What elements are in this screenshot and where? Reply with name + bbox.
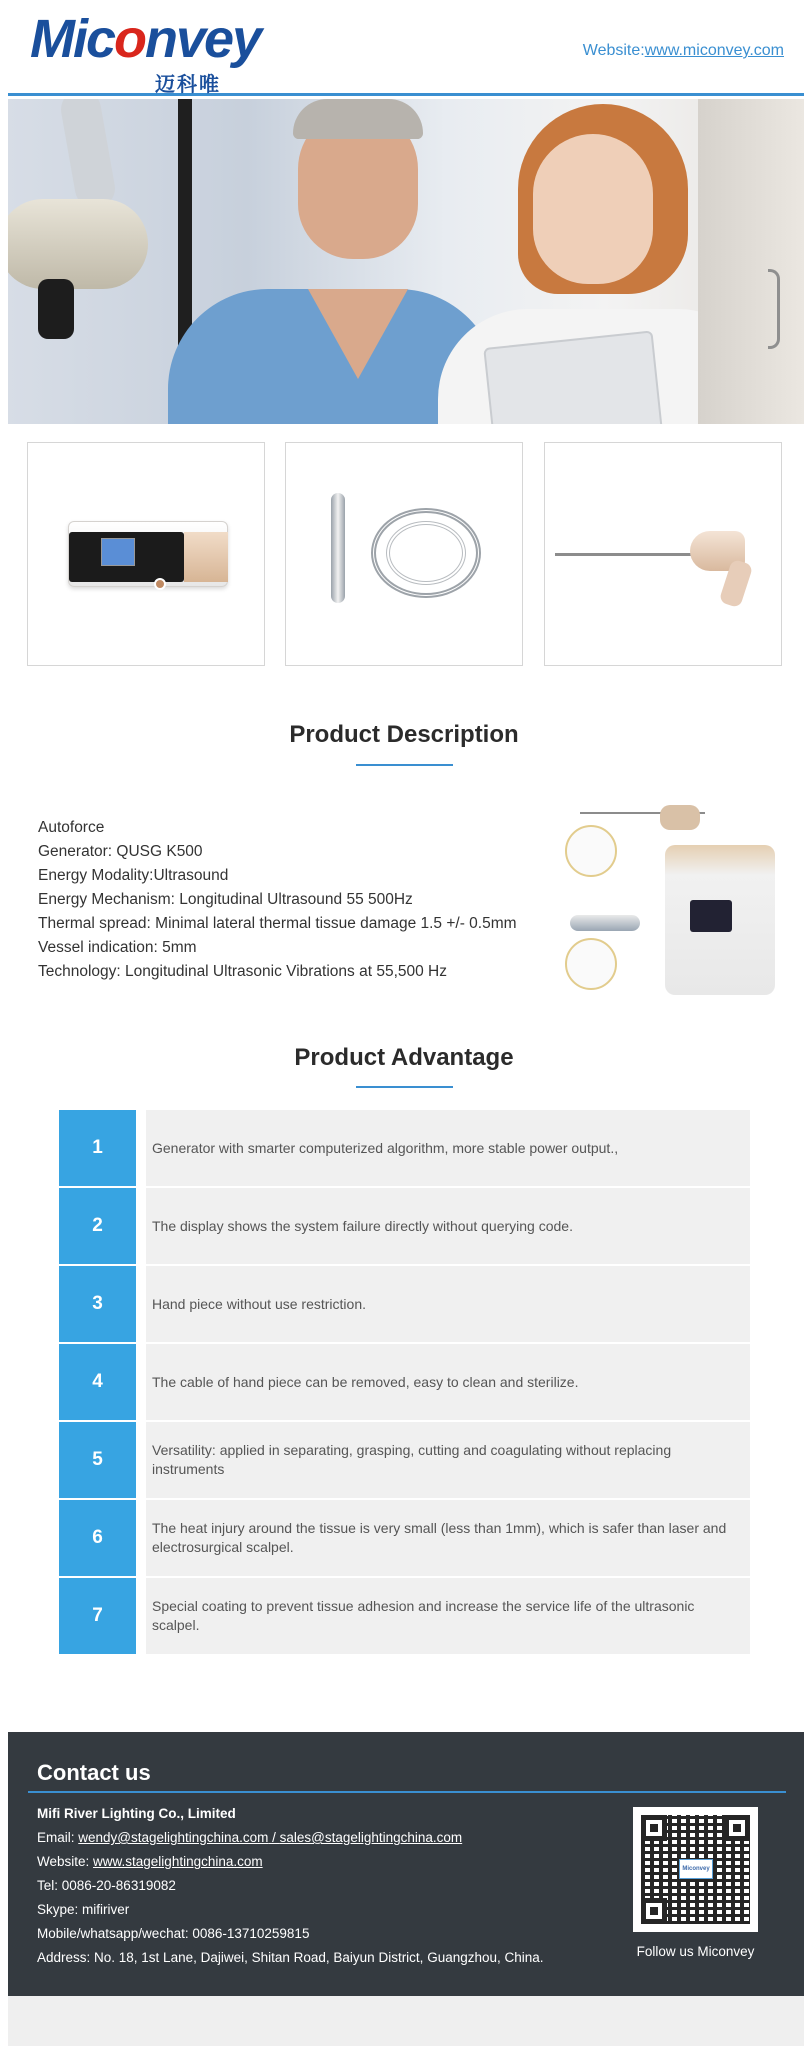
product-system-image — [555, 800, 780, 1000]
email-link-wendy[interactable]: wendy@stagelightingchina.com — [78, 1830, 269, 1845]
spec-line: Generator: QUSG K500 — [38, 843, 203, 860]
footer-strip — [8, 1996, 804, 2046]
advantage-text: The cable of hand piece can be removed, easy to clean and sterilize. — [146, 1344, 750, 1420]
advantage-number: 3 — [59, 1266, 136, 1342]
advantage-text: Generator with smarter computerized algorithm, more stable power output., — [146, 1110, 750, 1186]
ill-detail-circle — [565, 938, 617, 990]
generator-trim — [184, 532, 228, 582]
advantage-text: The heat injury around the tissue is very small (less than 1mm), which is safer than laser and electrosurgical scalpel. — [146, 1500, 750, 1576]
tel-line: Tel: 0086-20-86319082 — [37, 1878, 176, 1893]
website-line — [37, 1850, 544, 1874]
qr-finder — [641, 1815, 667, 1841]
spec-line: Vessel indication: 5mm — [38, 939, 197, 956]
clipboard — [483, 330, 663, 424]
email-separator: / — [268, 1830, 280, 1845]
advantage-row — [59, 1266, 750, 1342]
page-header — [8, 0, 804, 96]
contact-info — [37, 1802, 544, 1970]
qr-finder — [724, 1815, 750, 1841]
logo-wordmark: Miconvey — [30, 9, 261, 69]
product-description-title: Product Description — [289, 721, 519, 748]
qr-center-logo: Miconvey — [679, 1859, 713, 1879]
contact-divider — [28, 1791, 786, 1793]
spec-line: Energy Mechanism: Longitudinal Ultrasound 55 500Hz — [38, 891, 413, 908]
generator-image — [68, 521, 228, 587]
advantage-row — [59, 1500, 750, 1576]
spec-line: Energy Modality:Ultrasound — [38, 867, 229, 884]
advantage-number: 7 — [59, 1578, 136, 1654]
advantage-text: Hand piece without use restriction. — [146, 1266, 750, 1342]
product-tile-handpiece[interactable] — [285, 442, 523, 666]
website-label: Website: — [582, 42, 645, 59]
advantage-text: Special coating to prevent tissue adhesion and increase the service life of the ultrasonic scalpel. — [146, 1578, 750, 1654]
cabinet-handle — [768, 269, 780, 349]
generator-knob — [154, 578, 166, 590]
advantage-text: The display shows the system failure directly without querying code. — [146, 1188, 750, 1264]
ill-handpiece — [570, 915, 640, 931]
advantage-row — [59, 1422, 750, 1498]
email-link-sales[interactable]: sales@stagelightingchina.com — [279, 1830, 463, 1845]
spec-line: Autoforce — [38, 819, 105, 836]
hero-banner-image — [8, 99, 804, 424]
contact-title: Contact us — [37, 1760, 151, 1785]
advantage-row — [59, 1110, 750, 1186]
mobile-line: Mobile/whatsapp/wechat: 0086-13710259815 — [37, 1926, 310, 1941]
handpiece-image — [331, 493, 345, 603]
website-link[interactable]: www.miconvey.com — [644, 42, 784, 59]
product-tile-shears[interactable] — [544, 442, 782, 666]
advantage-row — [59, 1188, 750, 1264]
advantage-number: 5 — [59, 1422, 136, 1498]
cabinet — [698, 99, 804, 424]
header-website — [583, 42, 784, 60]
title-underline — [356, 764, 453, 766]
contact-website-label: Website: — [37, 1854, 94, 1869]
dental-lamp-handle — [38, 279, 74, 339]
generator-screen — [101, 538, 135, 566]
qr-pattern — [641, 1815, 750, 1924]
product-tile-generator[interactable] — [27, 442, 265, 666]
qr-finder — [641, 1898, 667, 1924]
ill-shears-body — [660, 805, 700, 830]
company-name: Mifi River Lighting Co., Limited — [37, 1806, 236, 1821]
miconvey-logo[interactable] — [30, 9, 261, 96]
product-advantage-title: Product Advantage — [294, 1044, 514, 1071]
contact-section — [8, 1732, 804, 1996]
nurse-face — [533, 134, 653, 284]
logo-chinese: 迈科唯 — [155, 72, 221, 96]
dental-lamp-head — [8, 199, 148, 289]
ill-cart-screen — [690, 900, 732, 932]
follow-us-label: Follow us Miconvey — [636, 1944, 755, 1959]
doctor-neck — [308, 289, 408, 379]
generator-panel — [69, 532, 184, 582]
doctor-hair — [293, 99, 423, 139]
dental-lamp-arm — [58, 99, 118, 212]
cable-coil-inner — [386, 521, 466, 585]
advantage-number: 4 — [59, 1344, 136, 1420]
advantage-number: 2 — [59, 1188, 136, 1264]
email-line — [37, 1826, 544, 1850]
skype-line: Skype: mifiriver — [37, 1902, 130, 1917]
product-spec-list — [38, 816, 517, 984]
qr-code — [633, 1807, 758, 1932]
spec-line: Technology: Longitudinal Ultrasonic Vibrations at 55,500 Hz — [38, 963, 447, 980]
advantage-row — [59, 1344, 750, 1420]
advantage-number: 6 — [59, 1500, 136, 1576]
email-label: Email: — [37, 1830, 79, 1845]
address-line: Address: No. 18, 1st Lane, Dajiwei, Shitan Road, Baiyun District, Guangzhou, China. — [37, 1950, 544, 1965]
title-underline — [356, 1086, 453, 1088]
advantage-row — [59, 1578, 750, 1654]
spec-line: Thermal spread: Minimal lateral thermal tissue damage 1.5 +/- 0.5mm — [38, 915, 517, 932]
shears-shaft-image — [555, 553, 695, 556]
advantage-text: Versatility: applied in separating, grasping, cutting and coagulating without replacing instruments — [146, 1422, 750, 1498]
advantage-number: 1 — [59, 1110, 136, 1186]
contact-website-link[interactable]: www.stagelightingchina.com — [93, 1854, 263, 1869]
ill-detail-circle — [565, 825, 617, 877]
